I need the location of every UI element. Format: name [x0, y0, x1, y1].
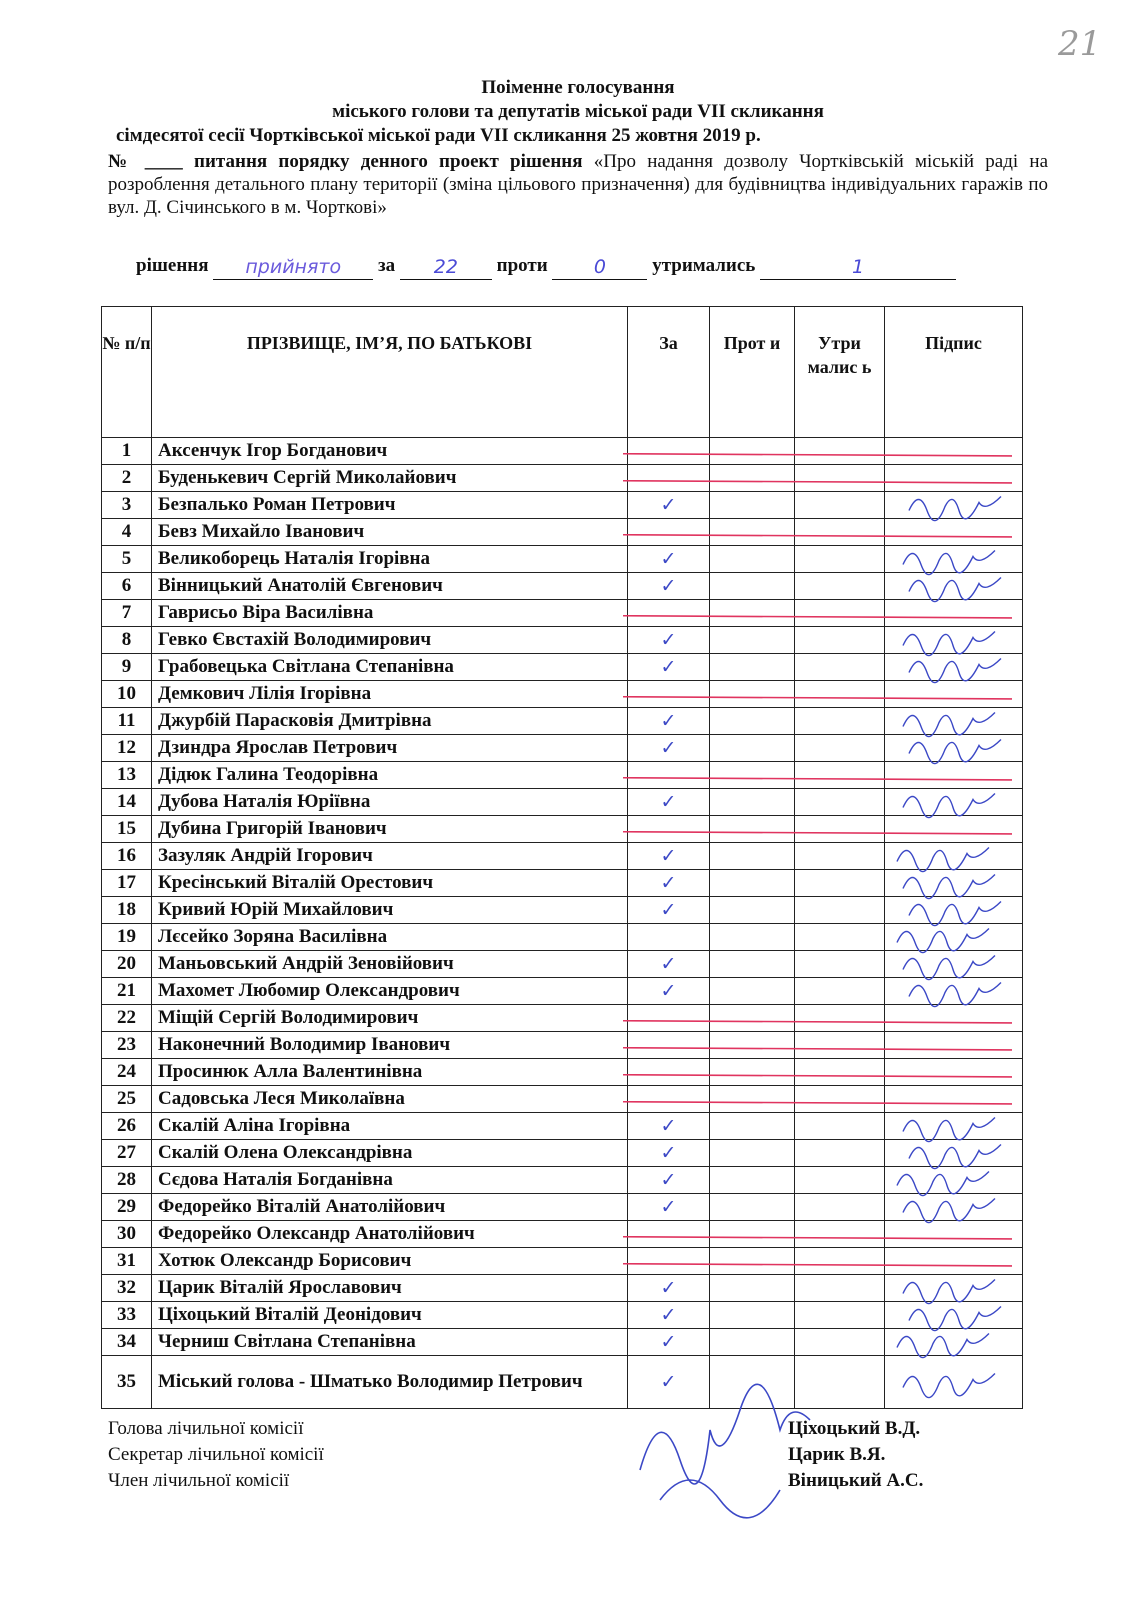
- vote-against-cell: [710, 708, 795, 735]
- vote-abstained-cell: [795, 1194, 885, 1221]
- signature-cell: [885, 1221, 1023, 1248]
- row-number: 7: [102, 600, 152, 627]
- table-row: [102, 573, 1023, 600]
- signature-cell: [885, 870, 1023, 897]
- commission-member: Віницький А.С.: [788, 1470, 924, 1491]
- vote-against-cell: [710, 1032, 795, 1059]
- vote-abstained-cell: [795, 789, 885, 816]
- deputy-name: Бевз Михайло Іванович: [152, 519, 628, 546]
- vote-abstained-cell: [795, 1005, 885, 1032]
- vote-against-cell: [710, 1140, 795, 1167]
- table-row: [102, 978, 1023, 1005]
- commission-member: Царик В.Я.: [788, 1444, 886, 1465]
- signature-cell: [885, 1140, 1023, 1167]
- table-row: [102, 1059, 1023, 1086]
- table-row: [102, 600, 1023, 627]
- document-header: [108, 76, 1048, 219]
- signature-cell: [885, 897, 1023, 924]
- vote-abstained-cell: [795, 897, 885, 924]
- vote-abstained-cell: [795, 1248, 885, 1275]
- table-row: [102, 519, 1023, 546]
- agenda-question: [108, 150, 1048, 219]
- vote-against-cell: [710, 735, 795, 762]
- table-row: [102, 1275, 1023, 1302]
- deputy-name: Черниш Світлана Степанівна: [152, 1329, 628, 1356]
- vote-abstained-cell: [795, 627, 885, 654]
- signature-cell: [885, 924, 1023, 951]
- row-number: 14: [102, 789, 152, 816]
- row-number: 15: [102, 816, 152, 843]
- vote-abstained-cell: [795, 1113, 885, 1140]
- signature-cell: [885, 1248, 1023, 1275]
- signature-cell: [885, 1275, 1023, 1302]
- row-number: 21: [102, 978, 152, 1005]
- table-row: [102, 1302, 1023, 1329]
- signature-cell: [885, 519, 1023, 546]
- commission-row: [108, 1468, 958, 1494]
- decision-summary: [136, 252, 956, 280]
- deputy-name: Сєдова Наталія Богданівна: [152, 1167, 628, 1194]
- vote-against-cell: [710, 870, 795, 897]
- col-header-for: За: [628, 307, 710, 438]
- vote-for-cell: ✓: [628, 1356, 710, 1409]
- vote-for-cell: [628, 681, 710, 708]
- col-header-against: Прот и: [710, 307, 795, 438]
- table-row: [102, 681, 1023, 708]
- table-row: [102, 546, 1023, 573]
- row-number: 31: [102, 1248, 152, 1275]
- table-row: [102, 492, 1023, 519]
- signature-cell: [885, 1113, 1023, 1140]
- vote-for-cell: ✓: [628, 1167, 710, 1194]
- commission-role: Член лічильної комісії: [108, 1470, 290, 1491]
- vote-for-cell: ✓: [628, 492, 710, 519]
- vote-abstained-cell: [795, 951, 885, 978]
- col-header-abstained: Утри малис ь: [795, 307, 885, 438]
- vote-for-cell: ✓: [628, 1329, 710, 1356]
- table-header-row: [102, 307, 1023, 438]
- vote-for-cell: ✓: [628, 735, 710, 762]
- signature-cell: [885, 1059, 1023, 1086]
- vote-against-cell: [710, 816, 795, 843]
- vote-abstained-cell: [795, 1221, 885, 1248]
- vote-against-cell: [710, 843, 795, 870]
- vote-abstained-cell: [795, 573, 885, 600]
- vote-against-cell: [710, 519, 795, 546]
- vote-against-cell: [710, 1248, 795, 1275]
- vote-for-cell: ✓: [628, 870, 710, 897]
- vote-against-cell: [710, 438, 795, 465]
- vote-for-cell: [628, 519, 710, 546]
- vote-abstained-cell: [795, 1329, 885, 1356]
- voting-table: [101, 306, 1023, 1409]
- deputy-name: Просинюк Алла Валентинівна: [152, 1059, 628, 1086]
- vote-abstained-cell: [795, 843, 885, 870]
- col-header-name: ПРІЗВИЩЕ, ІМ’Я, ПО БАТЬКОВІ: [152, 307, 628, 438]
- row-number: 22: [102, 1005, 152, 1032]
- vote-against-cell: [710, 1059, 795, 1086]
- signature-cell: [885, 1329, 1023, 1356]
- for-label: за: [378, 255, 396, 276]
- signature-cell: [885, 708, 1023, 735]
- table-row: [102, 843, 1023, 870]
- vote-for-cell: ✓: [628, 978, 710, 1005]
- deputy-name: Джурбій Парасковія Дмитрівна: [152, 708, 628, 735]
- signature-cell: [885, 1302, 1023, 1329]
- deputy-name: Дзиндра Ярослав Петрович: [152, 735, 628, 762]
- vote-against-cell: [710, 1167, 795, 1194]
- deputy-name: Наконечний Володимир Іванович: [152, 1032, 628, 1059]
- counting-commission: [108, 1416, 958, 1494]
- vote-for-cell: ✓: [628, 1275, 710, 1302]
- deputy-name: Федорейко Віталій Анатолійович: [152, 1194, 628, 1221]
- vote-against-cell: [710, 492, 795, 519]
- vote-against-cell: [710, 1113, 795, 1140]
- deputy-name: Вінницький Анатолій Євгенович: [152, 573, 628, 600]
- deputy-name: Кривий Юрій Михайлович: [152, 897, 628, 924]
- vote-for-cell: [628, 1248, 710, 1275]
- table-row: [102, 1005, 1023, 1032]
- vote-for-cell: ✓: [628, 789, 710, 816]
- row-number: 2: [102, 465, 152, 492]
- vote-abstained-cell: [795, 735, 885, 762]
- vote-abstained-cell: [795, 1356, 885, 1409]
- row-number: 8: [102, 627, 152, 654]
- signature-cell: [885, 600, 1023, 627]
- vote-against-cell: [710, 600, 795, 627]
- signature-cell: [885, 789, 1023, 816]
- abstained-label: утримались: [652, 255, 756, 276]
- vote-against-cell: [710, 1329, 795, 1356]
- deputy-name: Гевко Євстахій Володимирович: [152, 627, 628, 654]
- table-body: [102, 438, 1023, 1409]
- commission-role: Секретар лічильної комісії: [108, 1444, 324, 1465]
- row-number: 25: [102, 1086, 152, 1113]
- signature-cell: [885, 573, 1023, 600]
- deputy-name: Демкович Лілія Ігорівна: [152, 681, 628, 708]
- vote-against-cell: [710, 762, 795, 789]
- vote-against-cell: [710, 654, 795, 681]
- col-header-num: № п/п: [102, 307, 152, 438]
- row-number: 20: [102, 951, 152, 978]
- vote-for-cell: ✓: [628, 1113, 710, 1140]
- table-row: [102, 1221, 1023, 1248]
- row-number: 6: [102, 573, 152, 600]
- deputy-name: Скалій Аліна Ігорівна: [152, 1113, 628, 1140]
- deputy-name: Махомет Любомир Олександрович: [152, 978, 628, 1005]
- question-prefix: № ____ питання порядку денного проект рішення: [108, 151, 583, 172]
- deputy-name: Садовська Леся Миколаївна: [152, 1086, 628, 1113]
- table-row: [102, 789, 1023, 816]
- deputy-name: Маньовський Андрій Зеновійович: [152, 951, 628, 978]
- deputy-name: Дубина Григорій Іванович: [152, 816, 628, 843]
- vote-for-cell: [628, 1086, 710, 1113]
- vote-for-cell: [628, 1059, 710, 1086]
- vote-against-cell: [710, 627, 795, 654]
- vote-abstained-cell: [795, 762, 885, 789]
- vote-for-cell: ✓: [628, 843, 710, 870]
- doc-title: Поіменне голосування: [481, 77, 675, 98]
- signature-cell: [885, 843, 1023, 870]
- table-row: [102, 1248, 1023, 1275]
- row-number: 35: [102, 1356, 152, 1409]
- commission-role: Голова лічильної комісії: [108, 1418, 304, 1439]
- row-number: 24: [102, 1059, 152, 1086]
- vote-against-cell: [710, 897, 795, 924]
- table-row: [102, 1113, 1023, 1140]
- commission-row: [108, 1442, 958, 1468]
- vote-for-cell: ✓: [628, 897, 710, 924]
- table-row: [102, 1140, 1023, 1167]
- row-number: 16: [102, 843, 152, 870]
- table-row: [102, 951, 1023, 978]
- row-number: 11: [102, 708, 152, 735]
- vote-abstained-cell: [795, 681, 885, 708]
- row-number: 30: [102, 1221, 152, 1248]
- vote-for-cell: [628, 1032, 710, 1059]
- signature-cell: [885, 1356, 1023, 1409]
- signature-cell: [885, 1167, 1023, 1194]
- deputy-name: Безпалько Роман Петрович: [152, 492, 628, 519]
- row-number: 9: [102, 654, 152, 681]
- deputy-name: Грабовецька Світлана Степанівна: [152, 654, 628, 681]
- table-row: [102, 870, 1023, 897]
- vote-abstained-cell: [795, 519, 885, 546]
- signature-cell: [885, 978, 1023, 1005]
- vote-against-cell: [710, 573, 795, 600]
- vote-for-cell: [628, 816, 710, 843]
- table-row: [102, 735, 1023, 762]
- vote-for-cell: ✓: [628, 573, 710, 600]
- vote-abstained-cell: [795, 1140, 885, 1167]
- vote-for-cell: [628, 465, 710, 492]
- deputy-name: Міщій Сергій Володимирович: [152, 1005, 628, 1032]
- vote-abstained-cell: [795, 1086, 885, 1113]
- row-number: 27: [102, 1140, 152, 1167]
- row-number: 34: [102, 1329, 152, 1356]
- signature-cell: [885, 762, 1023, 789]
- vote-for-cell: ✓: [628, 951, 710, 978]
- vote-abstained-cell: [795, 816, 885, 843]
- vote-for-cell: ✓: [628, 627, 710, 654]
- vote-against-cell: [710, 1194, 795, 1221]
- against-label: проти: [496, 255, 548, 276]
- deputy-name: Федорейко Олександр Анатолійович: [152, 1221, 628, 1248]
- deputy-name: Кресінський Віталій Орестович: [152, 870, 628, 897]
- vote-against-cell: [710, 1221, 795, 1248]
- table-row: [102, 1032, 1023, 1059]
- vote-for-cell: [628, 762, 710, 789]
- vote-against-cell: [710, 546, 795, 573]
- vote-abstained-cell: [795, 438, 885, 465]
- vote-for-cell: ✓: [628, 1302, 710, 1329]
- table-row: [102, 465, 1023, 492]
- row-number: 28: [102, 1167, 152, 1194]
- table-row: [102, 1194, 1023, 1221]
- row-number: 19: [102, 924, 152, 951]
- signature-cell: [885, 816, 1023, 843]
- vote-for-cell: ✓: [628, 708, 710, 735]
- vote-abstained-cell: [795, 600, 885, 627]
- for-count: 22: [400, 253, 492, 280]
- signature-cell: [885, 465, 1023, 492]
- signature-cell: [885, 1086, 1023, 1113]
- vote-against-cell: [710, 1356, 795, 1409]
- table-row: [102, 1356, 1023, 1409]
- row-number: 26: [102, 1113, 152, 1140]
- vote-abstained-cell: [795, 870, 885, 897]
- row-number: 5: [102, 546, 152, 573]
- deputy-name: Скалій Олена Олександрівна: [152, 1140, 628, 1167]
- vote-abstained-cell: [795, 465, 885, 492]
- decision-status: прийнято: [213, 253, 373, 280]
- row-number: 18: [102, 897, 152, 924]
- row-number: 17: [102, 870, 152, 897]
- row-number: 4: [102, 519, 152, 546]
- vote-for-cell: [628, 924, 710, 951]
- deputy-name: Гаврисьо Віра Василівна: [152, 600, 628, 627]
- vote-against-cell: [710, 1086, 795, 1113]
- table-row: [102, 438, 1023, 465]
- row-number: 3: [102, 492, 152, 519]
- vote-against-cell: [710, 1005, 795, 1032]
- vote-for-cell: ✓: [628, 1194, 710, 1221]
- page-number: 21: [1058, 24, 1102, 64]
- vote-abstained-cell: [795, 924, 885, 951]
- deputy-name: Царик Віталій Ярославович: [152, 1275, 628, 1302]
- signature-cell: [885, 681, 1023, 708]
- vote-for-cell: ✓: [628, 546, 710, 573]
- signature-cell: [885, 492, 1023, 519]
- table-row: [102, 708, 1023, 735]
- vote-abstained-cell: [795, 546, 885, 573]
- abstained-count: 1: [760, 253, 956, 280]
- deputy-name: Міський голова - Шматько Володимир Петрович: [152, 1356, 628, 1409]
- signature-cell: [885, 1032, 1023, 1059]
- vote-abstained-cell: [795, 492, 885, 519]
- vote-for-cell: [628, 1005, 710, 1032]
- row-number: 32: [102, 1275, 152, 1302]
- vote-against-cell: [710, 681, 795, 708]
- vote-against-cell: [710, 789, 795, 816]
- signature-cell: [885, 735, 1023, 762]
- vote-abstained-cell: [795, 1167, 885, 1194]
- deputy-name: Хотюк Олександр Борисович: [152, 1248, 628, 1275]
- vote-for-cell: ✓: [628, 654, 710, 681]
- signature-cell: [885, 438, 1023, 465]
- row-number: 29: [102, 1194, 152, 1221]
- vote-abstained-cell: [795, 1059, 885, 1086]
- deputy-name: Великоборець Наталія Ігорівна: [152, 546, 628, 573]
- table-row: [102, 627, 1023, 654]
- commission-member: Ціхоцький В.Д.: [788, 1418, 921, 1439]
- vote-against-cell: [710, 465, 795, 492]
- signature-cell: [885, 951, 1023, 978]
- vote-against-cell: [710, 951, 795, 978]
- table-row: [102, 1167, 1023, 1194]
- signature-cell: [885, 654, 1023, 681]
- signature-cell: [885, 1005, 1023, 1032]
- commission-row: [108, 1416, 958, 1442]
- row-number: 13: [102, 762, 152, 789]
- vote-abstained-cell: [795, 1275, 885, 1302]
- vote-for-cell: [628, 438, 710, 465]
- row-number: 1: [102, 438, 152, 465]
- table-row: [102, 897, 1023, 924]
- vote-against-cell: [710, 924, 795, 951]
- deputy-name: Буденькевич Сергій Миколайович: [152, 465, 628, 492]
- table-row: [102, 1086, 1023, 1113]
- deputy-name: Лєсейко Зоряна Василівна: [152, 924, 628, 951]
- col-header-signature: Підпис: [885, 307, 1023, 438]
- vote-against-cell: [710, 978, 795, 1005]
- vote-against-cell: [710, 1275, 795, 1302]
- signature-cell: [885, 1194, 1023, 1221]
- table-row: [102, 654, 1023, 681]
- signature-cell: [885, 627, 1023, 654]
- vote-abstained-cell: [795, 654, 885, 681]
- row-number: 23: [102, 1032, 152, 1059]
- decision-label: рішення: [136, 255, 209, 276]
- vote-abstained-cell: [795, 1302, 885, 1329]
- table-row: [102, 924, 1023, 951]
- row-number: 10: [102, 681, 152, 708]
- against-count: 0: [552, 253, 647, 280]
- doc-subtitle: міського голови та депутатів міської ради VII скликання: [332, 101, 824, 122]
- vote-for-cell: ✓: [628, 1140, 710, 1167]
- table-row: [102, 1329, 1023, 1356]
- question-text: «Про надання дозволу Чортківській міській раді на розроблення детального плану території (зміна цільового призначення) для будівництва індивідуальних гаражів по вул. Д. Січинського в м. Чорткові»: [108, 151, 1048, 218]
- deputy-name: Зазуляк Андрій Ігорович: [152, 843, 628, 870]
- vote-against-cell: [710, 1302, 795, 1329]
- deputy-name: Дідюк Галина Теодорівна: [152, 762, 628, 789]
- deputy-name: Ціхоцький Віталій Деонідович: [152, 1302, 628, 1329]
- row-number: 33: [102, 1302, 152, 1329]
- table-row: [102, 816, 1023, 843]
- session-line: сімдесятої сесії Чортківської міської ради VII скликання 25 жовтня 2019 р.: [116, 125, 761, 146]
- vote-abstained-cell: [795, 978, 885, 1005]
- vote-for-cell: [628, 1221, 710, 1248]
- signature-cell: [885, 546, 1023, 573]
- vote-for-cell: [628, 600, 710, 627]
- deputy-name: Дубова Наталія Юріївна: [152, 789, 628, 816]
- deputy-name: Аксенчук Ігор Богданович: [152, 438, 628, 465]
- row-number: 12: [102, 735, 152, 762]
- vote-abstained-cell: [795, 1032, 885, 1059]
- vote-abstained-cell: [795, 708, 885, 735]
- table-row: [102, 762, 1023, 789]
